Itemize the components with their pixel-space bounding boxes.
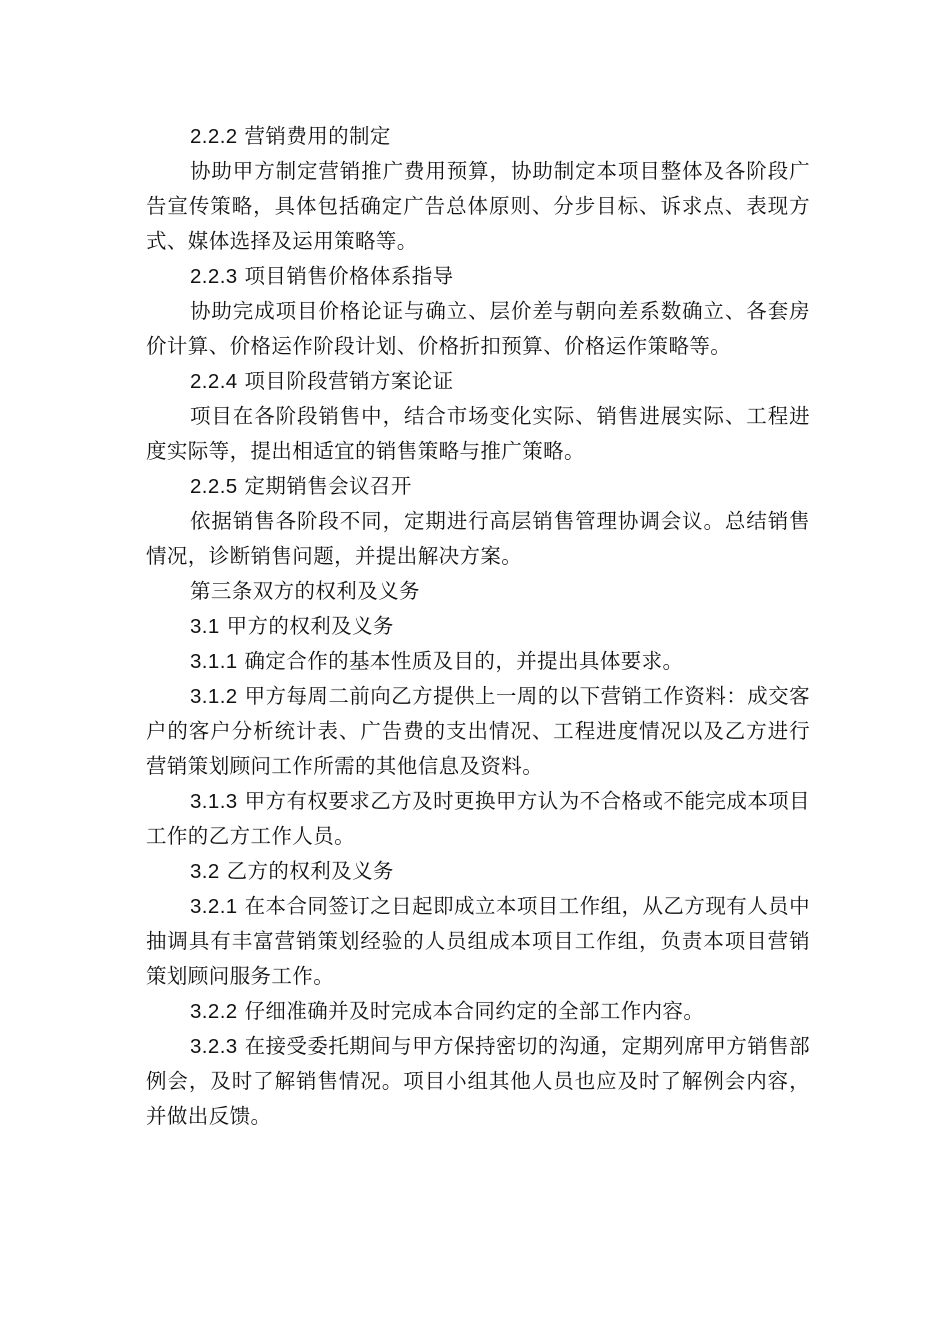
clause-3-2-2: [146, 994, 810, 1029]
section-title: 甲方的权利及义务: [226, 614, 394, 638]
section-number: 2.2.2: [190, 125, 238, 148]
section-title: 营销费用的制定: [244, 124, 391, 148]
clause-text: 甲方每周二前向乙方提供上一周的以下营销工作资料：成交客户的客户分析统计表、广告费的支出情况、工程进度情况以及乙方进行营销策划顾问工作所需的其他信息及资料。: [146, 684, 810, 778]
clause-number: 3.2.3: [190, 1035, 238, 1058]
article-heading-3: 第三条双方的权利及义务: [190, 579, 420, 603]
section-number: 3.2: [190, 860, 220, 883]
clause-3-2-1: [146, 889, 810, 994]
section-title: 项目阶段营销方案论证: [244, 369, 454, 393]
clause-text: 确定合作的基本性质及目的，并提出具体要求。: [244, 649, 684, 673]
section-number: 2.2.4: [190, 370, 238, 393]
section-heading-2-2-3: [146, 259, 810, 294]
clause-number: 3.1.3: [190, 790, 238, 813]
section-number: 2.2.5: [190, 475, 238, 498]
section-title: 乙方的权利及义务: [226, 859, 394, 883]
clause-3-2-3: [146, 1029, 810, 1134]
clause-text: 仔细准确并及时完成本合同约定的全部工作内容。: [244, 999, 705, 1023]
section-number: 3.1: [190, 615, 220, 638]
clause-number: 3.1.2: [190, 685, 238, 708]
clause-text: 在本合同签订之日起即成立本项目工作组，从乙方现有人员中抽调具有丰富营销策划经验的人员组成本项目工作组，负责本项目营销策划顾问服务工作。: [146, 894, 810, 988]
clause-3-1-3: [146, 784, 810, 854]
section-heading-2-2-2: [146, 119, 810, 154]
document-body: [146, 119, 810, 1134]
clause-3-1-1: [146, 644, 810, 679]
section-heading-2-2-5: [146, 469, 810, 504]
section-number: 2.2.3: [190, 265, 238, 288]
paragraph: 协助甲方制定营销推广费用预算，协助制定本项目整体及各阶段广告宣传策略，具体包括确定广告总体原则、分步目标、诉求点、表现方式、媒体选择及运用策略等。: [146, 159, 810, 253]
section-heading-3-1: [146, 609, 810, 644]
section-heading-2-2-4: [146, 364, 810, 399]
clause-number: 3.2.2: [190, 1000, 238, 1023]
paragraph: 协助完成项目价格论证与确立、层价差与朝向差系数确立、各套房价计算、价格运作阶段计划、价格折扣预算、价格运作策略等。: [146, 299, 810, 358]
clause-text: 甲方有权要求乙方及时更换甲方认为不合格或不能完成本项目工作的乙方工作人员。: [146, 789, 810, 848]
paragraph: 项目在各阶段销售中，结合市场变化实际、销售进展实际、工程进度实际等，提出相适宜的销售策略与推广策略。: [146, 404, 810, 463]
section-heading-3-2: [146, 854, 810, 889]
section-title: 定期销售会议召开: [244, 474, 412, 498]
paragraph: 依据销售各阶段不同，定期进行高层销售管理协调会议。总结销售情况，诊断销售问题，并提出解决方案。: [146, 509, 810, 568]
section-title: 项目销售价格体系指导: [244, 264, 454, 288]
clause-text: 在接受委托期间与甲方保持密切的沟通，定期列席甲方销售部例会，及时了解销售情况。项目小组其他人员也应及时了解例会内容，并做出反馈。: [146, 1034, 810, 1128]
clause-number: 3.1.1: [190, 650, 238, 673]
clause-number: 3.2.1: [190, 895, 238, 918]
clause-3-1-2: [146, 679, 810, 784]
